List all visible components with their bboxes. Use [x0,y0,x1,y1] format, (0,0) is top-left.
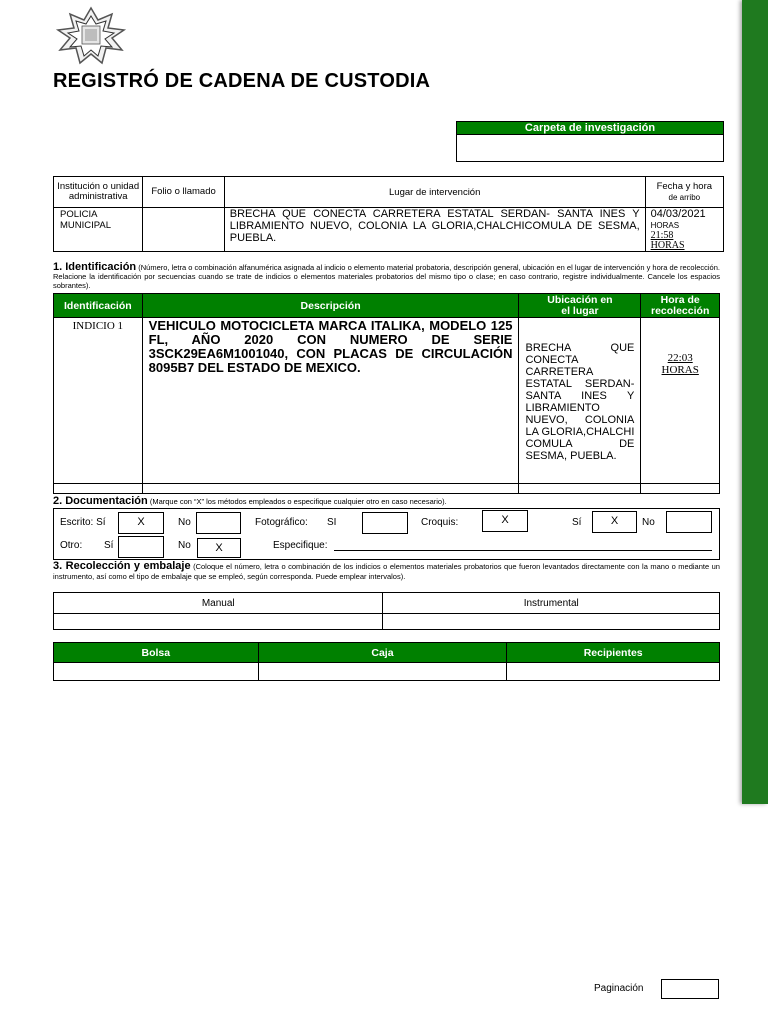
manual-header: Manual [54,593,383,614]
folio-header: Folio o llamado [143,177,224,208]
indicio-hora-unit: HORAS [661,364,699,376]
col-ubicacion: Ubicación en el lugar [519,294,641,318]
croquis-no-checkbox[interactable] [666,511,712,533]
lugar-header: Lugar de intervención [224,177,645,208]
croquis-no-label: No [642,517,655,528]
fecha-header-label: Fecha y hora [656,181,713,192]
croquis-si-checkbox[interactable]: X [592,511,637,533]
otro-no-label: No [178,540,191,551]
instrumental-value[interactable] [383,614,720,630]
section3-intro [53,562,720,581]
lugar-value: BRECHA QUE CONECTA CARRETERA ESTATAL SERDAN- SANTA INES Y LIBRAMIENTO NUEVO, COLONIA LA GLORIA,CHALCHICOMULA DE SESMA, PUEBLA. [224,208,645,252]
empty-cell [641,484,720,494]
escrito-label: Escrito: Sí [60,517,106,528]
escrito-no-label: No [178,517,191,528]
section1-desc: (Número, letra o combinación alfanumérica asignada al indicio o elemento material probatoria, descripción general, ubicación en el lugar de intervención y hora de recolección. Relacione la identificación por secuencias cuando se trate de indicios o elementos materiales probatorios del mismo tipo o clase; en caso contrario, registre individualmente. Cancele los espacios sobrantes). [53,263,720,290]
fotografico-label: Fotográfico: [255,517,308,528]
caja-header: Caja [258,643,507,663]
institucion-value: POLICIA MUNICIPAL [54,208,143,252]
otro-label: Otro: [60,540,83,551]
caja-value[interactable] [258,663,507,681]
horas-label: HORAS [650,221,680,230]
bolsa-header: Bolsa [54,643,259,663]
hora-unit: HORAS [650,240,685,251]
fotografico-si-checkbox[interactable] [362,512,408,534]
otro-no-checkbox[interactable]: X [197,538,241,558]
empty-cell [519,484,641,494]
indicio-descripcion: VEHICULO MOTOCICLETA MARCA ITALIKA, MODELO 125 FL, AÑO 2020 CON NUMERO DE SERIE 3SCK29EA6M1001040, CON PLACAS DE CIRCULACIÓN 8095B7 DEL ESTADO DE MEXICO. [142,318,519,484]
folio-value[interactable] [143,208,224,252]
side-decorative-bar [742,0,768,804]
col-identificacion: Identificación [54,294,143,318]
empty-cell [54,484,143,494]
fecha-header-sub: de arribo [668,193,701,202]
section2-intro [53,495,447,507]
recipientes-header: Recipientes [507,643,720,663]
embalaje-table [53,642,720,681]
escrito-si-checkbox[interactable]: X [118,512,164,534]
section3-title: 3. Recolección y embalaje [53,560,191,572]
hora-value: 21:58 [650,230,674,241]
indicio-hora: 22:03 [667,352,693,364]
otro-si-label: Sí [104,540,114,551]
empty-cell [142,484,519,494]
col-descripcion: Descripción [142,294,519,318]
recipientes-value[interactable] [507,663,720,681]
croquis-checkbox[interactable]: X [482,510,528,532]
section2-title: 2. Documentación [53,495,148,507]
paginacion-label: Paginación [594,983,644,994]
carpeta-header: Carpeta de investigación [456,121,724,135]
recoleccion-table [53,592,720,630]
otro-si-checkbox[interactable] [118,536,164,558]
croquis-label: Croquis: [421,517,459,528]
fotografico-si-label: SI [327,517,337,528]
section3-desc: (Coloque el número, letra o combinación de los indicios o elementos materiales probatorios que fueron levantados directamente con la mano o mediante un instrumento, así como el tipo de embalaje que se empleó, según corresponda. Puede emplear intervalos). [53,562,720,581]
instrumental-header: Instrumental [383,593,720,614]
indicio-ubicacion: BRECHA QUE CONECTA CARRETERA ESTATAL SERDAN- SANTA INES Y LIBRAMIENTO NUEVO, COLONIA LA GLORIA,CHALCHI COMULA DE SESMA, PUEBLA. [519,318,641,484]
institucion-header: Institución o unidad administrativa [54,177,143,208]
col-hora: Hora de recolección [641,294,720,318]
indicios-table [53,293,720,494]
bolsa-value[interactable] [54,663,259,681]
section2-desc: (Marque con “X” los métodos empleados o especifique cualquier otro en caso necesario). [149,497,447,506]
fecha-header [645,177,723,208]
page-title: REGISTRÓ DE CADENA DE CUSTODIA [53,70,431,92]
section1-title: 1. Identificación [53,261,137,273]
manual-value[interactable] [54,614,383,630]
police-badge-logo [46,6,136,66]
especifique-label: Especifique: [273,540,328,551]
paginacion-field[interactable] [661,979,719,999]
croquis-si-label: Sí [572,517,582,528]
especifique-line[interactable] [334,550,712,551]
fecha-value: 04/03/2021 [650,208,706,220]
intervention-table [53,176,724,252]
escrito-no-checkbox[interactable] [196,512,241,534]
section1-intro [53,263,720,290]
indicio-hora-cell [641,318,720,484]
fecha-value-cell [645,208,723,252]
carpeta-field[interactable] [456,134,724,162]
indicio-id: INDICIO 1 [54,318,143,484]
